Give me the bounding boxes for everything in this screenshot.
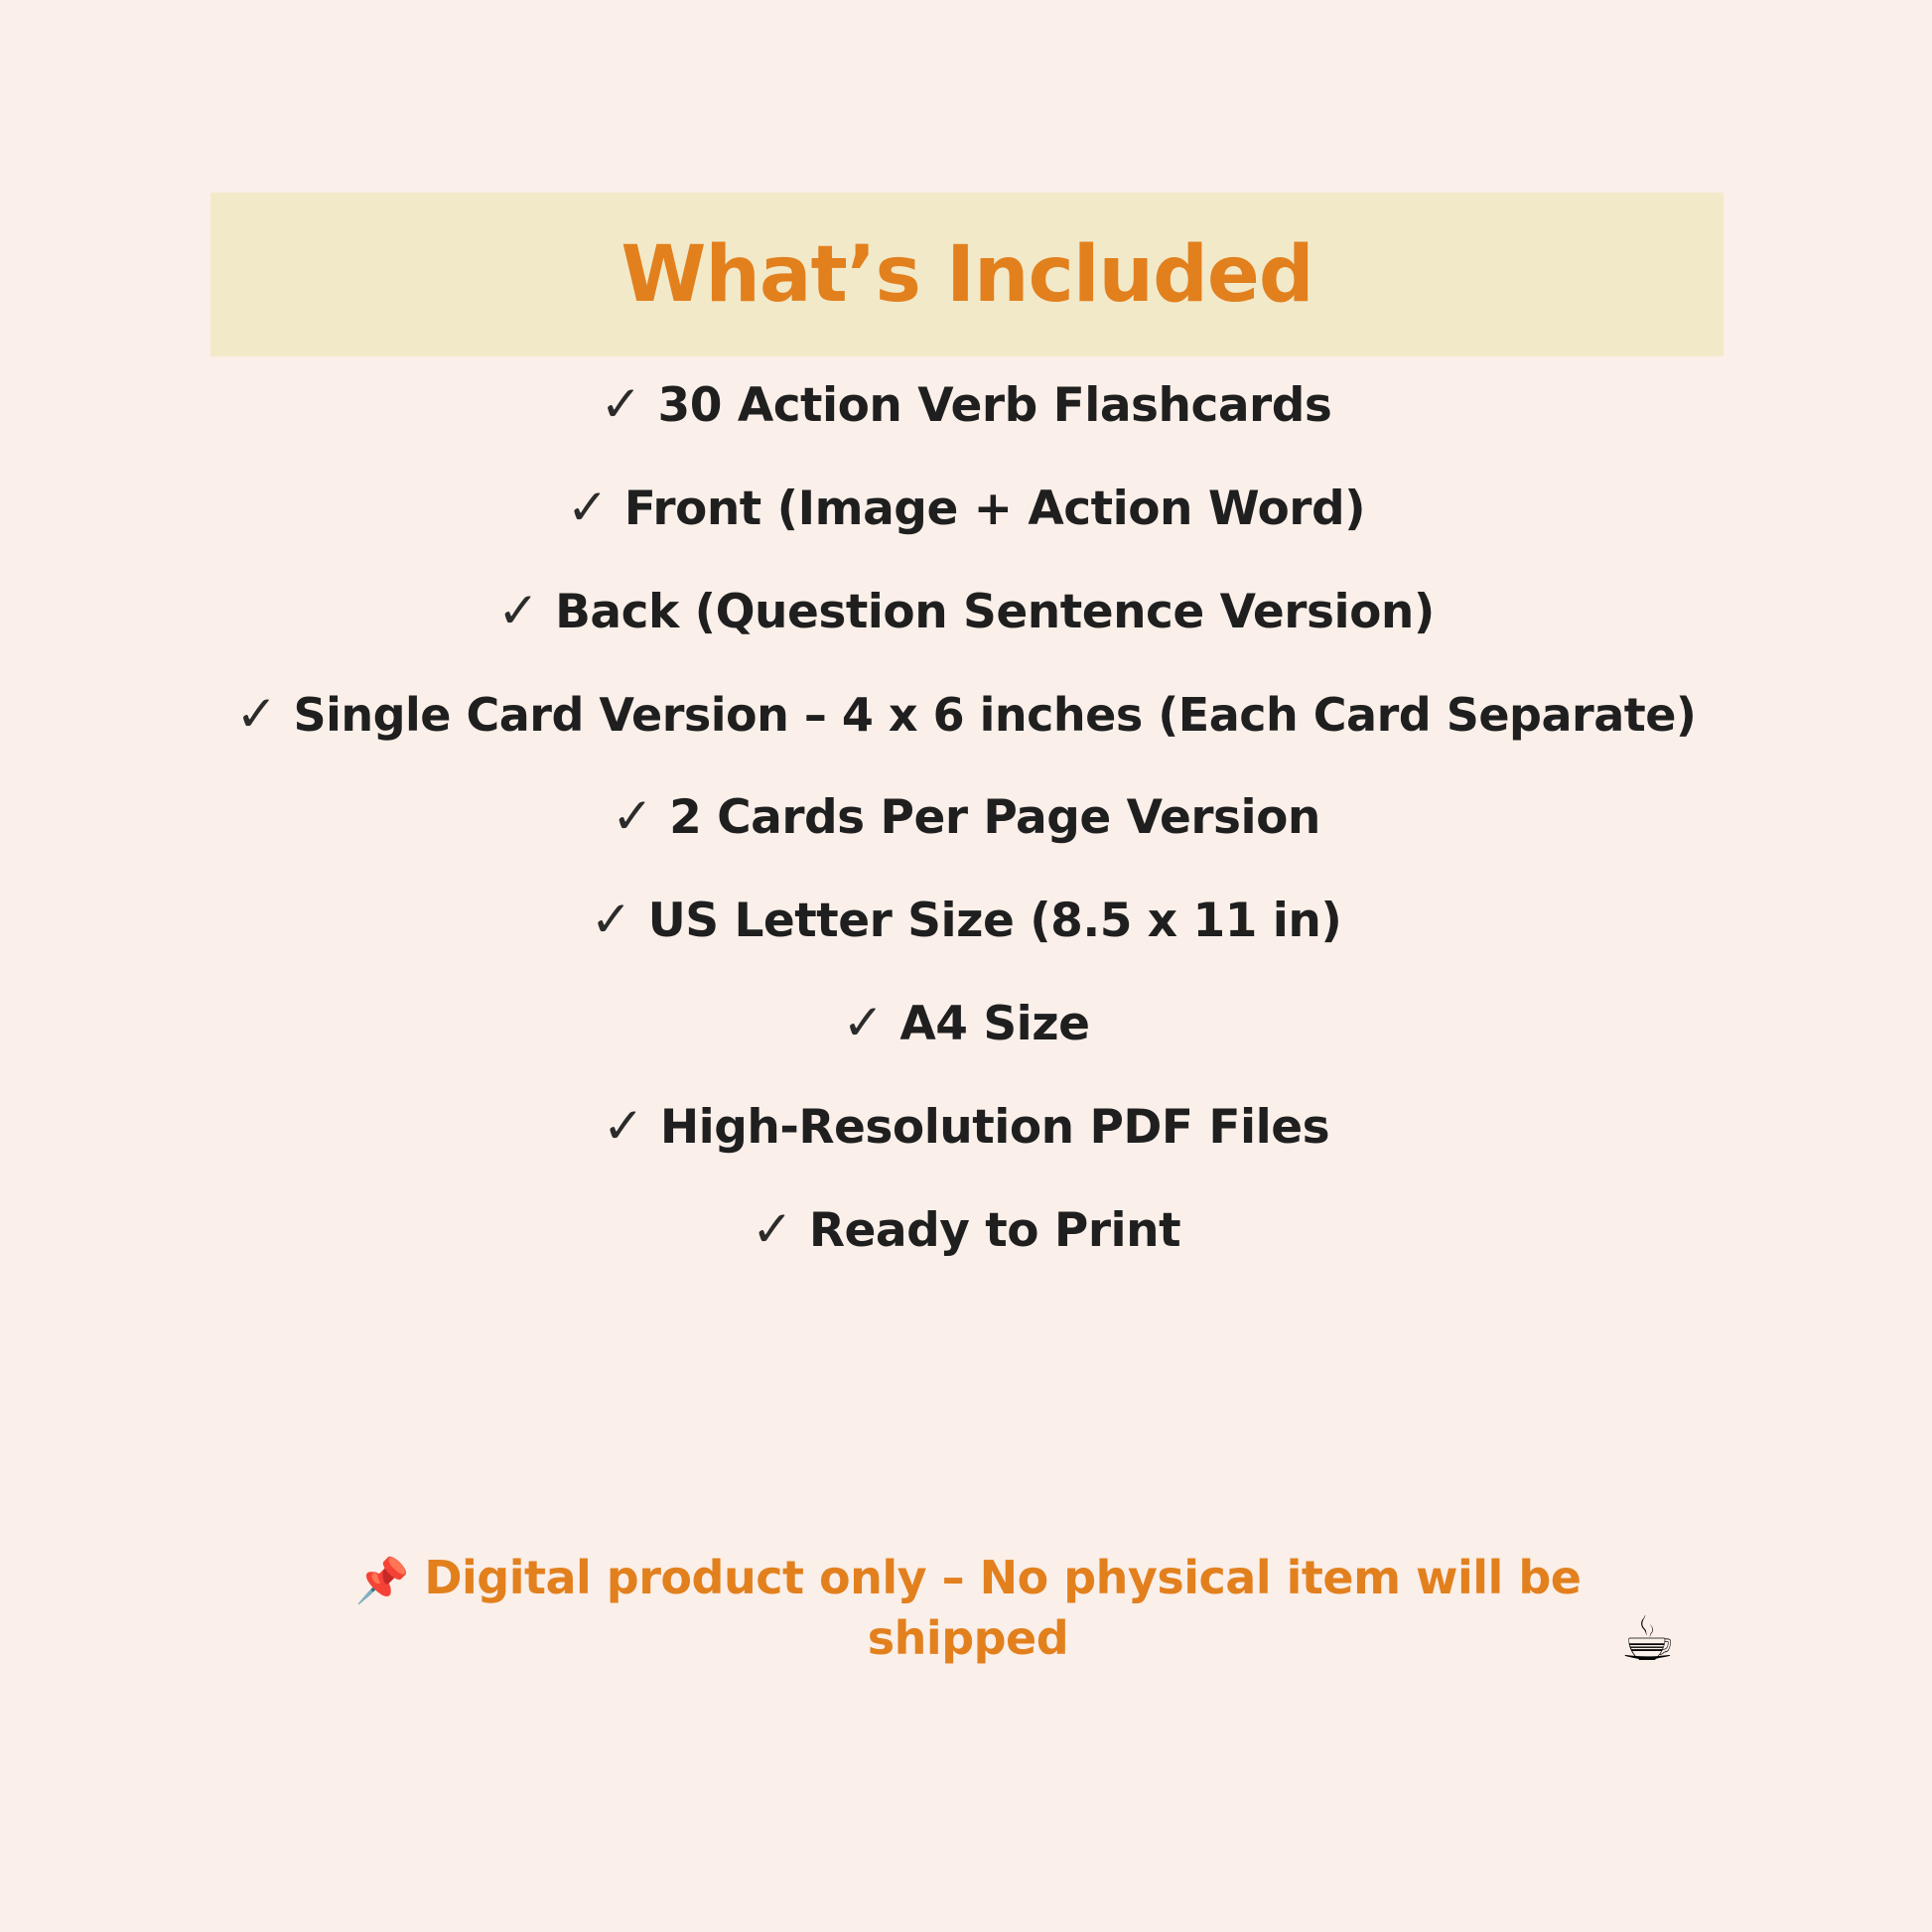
check-icon: ✓ <box>612 787 654 846</box>
list-item-label: US Letter Size (8.5 x 11 in) <box>647 894 1342 949</box>
list-item-label: Back (Question Sentence Version) <box>555 585 1435 640</box>
check-icon: ✓ <box>751 1200 793 1259</box>
list-item-label: Ready to Print <box>808 1203 1181 1259</box>
check-icon: ✓ <box>497 582 540 640</box>
digital-product-note <box>288 1549 1648 1669</box>
check-icon: ✓ <box>602 1097 644 1156</box>
coffee-cup-icon: ☕ <box>1620 1602 1676 1675</box>
list-item-label: A4 Size <box>899 997 1090 1052</box>
list-item <box>89 891 1843 949</box>
list-item <box>89 685 1843 744</box>
title-banner <box>210 193 1724 356</box>
list-item-label: 30 Action Verb Flashcards <box>657 378 1332 433</box>
list-item <box>89 1097 1843 1156</box>
list-item <box>89 994 1843 1052</box>
list-item-label: Single Card Version – 4 x 6 inches (Each Card Separate) <box>293 688 1697 743</box>
check-icon: ✓ <box>842 994 885 1052</box>
list-item-label: Front (Image + Action Word) <box>623 482 1366 537</box>
list-item <box>89 479 1843 537</box>
pushpin-icon: 📌 <box>354 1556 409 1606</box>
page-title: What’s Included <box>621 229 1313 320</box>
list-item-label: High-Resolution PDF Files <box>659 1100 1330 1156</box>
check-icon: ✓ <box>566 479 609 537</box>
list-item <box>89 582 1843 640</box>
check-icon: ✓ <box>600 375 642 433</box>
check-icon: ✓ <box>590 891 632 949</box>
check-icon: ✓ <box>235 685 278 744</box>
list-item-label: 2 Cards Per Page Version <box>669 790 1320 846</box>
digital-product-note-text: Digital product only – No physical item will be shipped <box>424 1551 1582 1666</box>
list-item <box>89 375 1843 433</box>
list-item <box>89 1200 1843 1259</box>
included-items-list <box>0 375 1932 1308</box>
list-item <box>89 787 1843 846</box>
